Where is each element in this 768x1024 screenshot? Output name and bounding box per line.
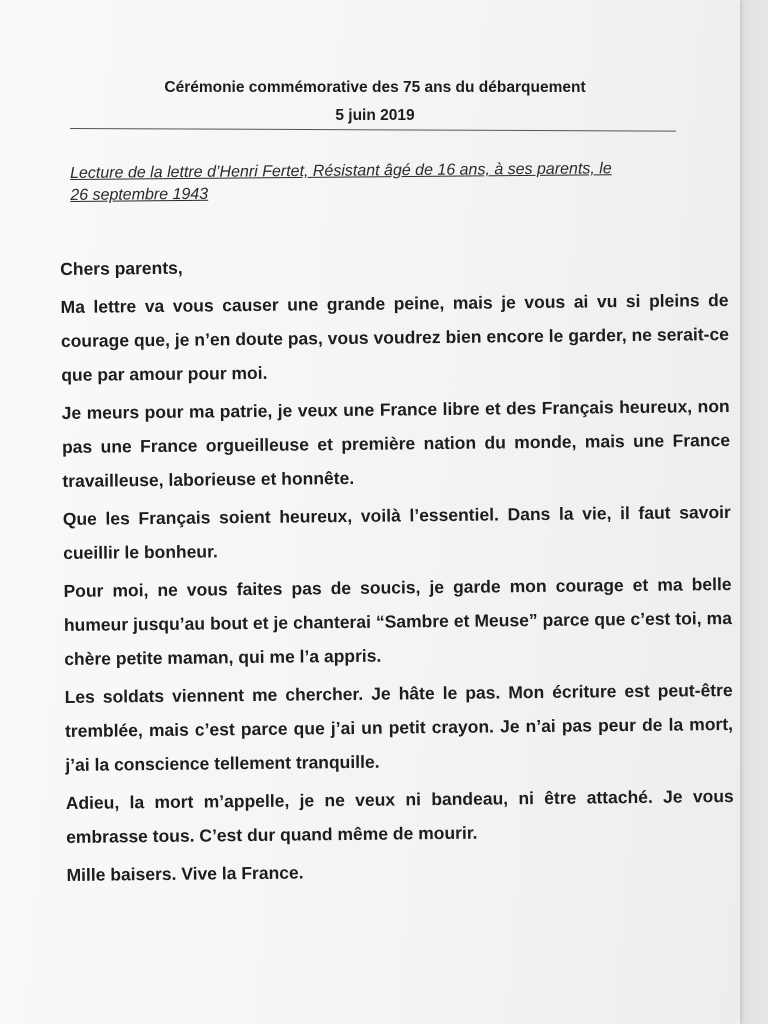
- document-title: Cérémonie commémorative des 75 ans du débarquement: [164, 79, 586, 96]
- intro-caption: Lecture de la lettre d’Henri Fertet, Résistant âgé de 16 ans, à ses parents, le 26 septembre 1943: [70, 160, 612, 204]
- letter-paragraph: Adieu, la mort m’appelle, je ne veux ni bandeau, ni être attaché. Je vous embrasse tous. C’est dur quand même de mourir.: [65, 785, 734, 847]
- letter-paragraph: Pour moi, ne vous faites pas de soucis, je garde mon courage et ma belle humeur jusqu’au bout et je chanterai “Sambre et Meuse” parce que c’est toi, ma chère petite maman, qui me l’a appris.: [63, 573, 732, 669]
- document-date: 5 juin 2019: [335, 107, 415, 124]
- letter-paragraph: Que les Français soient heureux, voilà l’essentiel. Dans la vie, il faut savoir cueillir le bonheur.: [62, 501, 731, 563]
- letter-paragraph: Ma lettre va vous causer une grande peine, mais je vous ai vu si pleins de courage que, je n’en doute pas, vous voudrez bien encore le garder, ne serait-ce que par amour pour moi.: [60, 290, 730, 385]
- closing-line: Mille baisers. Vive la France.: [66, 862, 304, 885]
- letter-body: [60, 245, 735, 896]
- letter-paragraph: Je meurs pour ma patrie, je veux une France libre et des Français heureux, non pas une France orgueilleuse et première nation du monde, mais une France travailleuse, laborieuse et honnête.: [61, 395, 731, 491]
- salutation: Chers parents,: [60, 257, 183, 279]
- document-header: [60, 74, 690, 130]
- letter-paragraph: Les soldats viennent me chercher. Je hâte le pas. Mon écriture est peut-être tremblée, mais c’est parce que j’ai un petit crayon. Je n’ai pas peur de la mort, j’ai la conscience tellement tranquille.: [64, 679, 734, 775]
